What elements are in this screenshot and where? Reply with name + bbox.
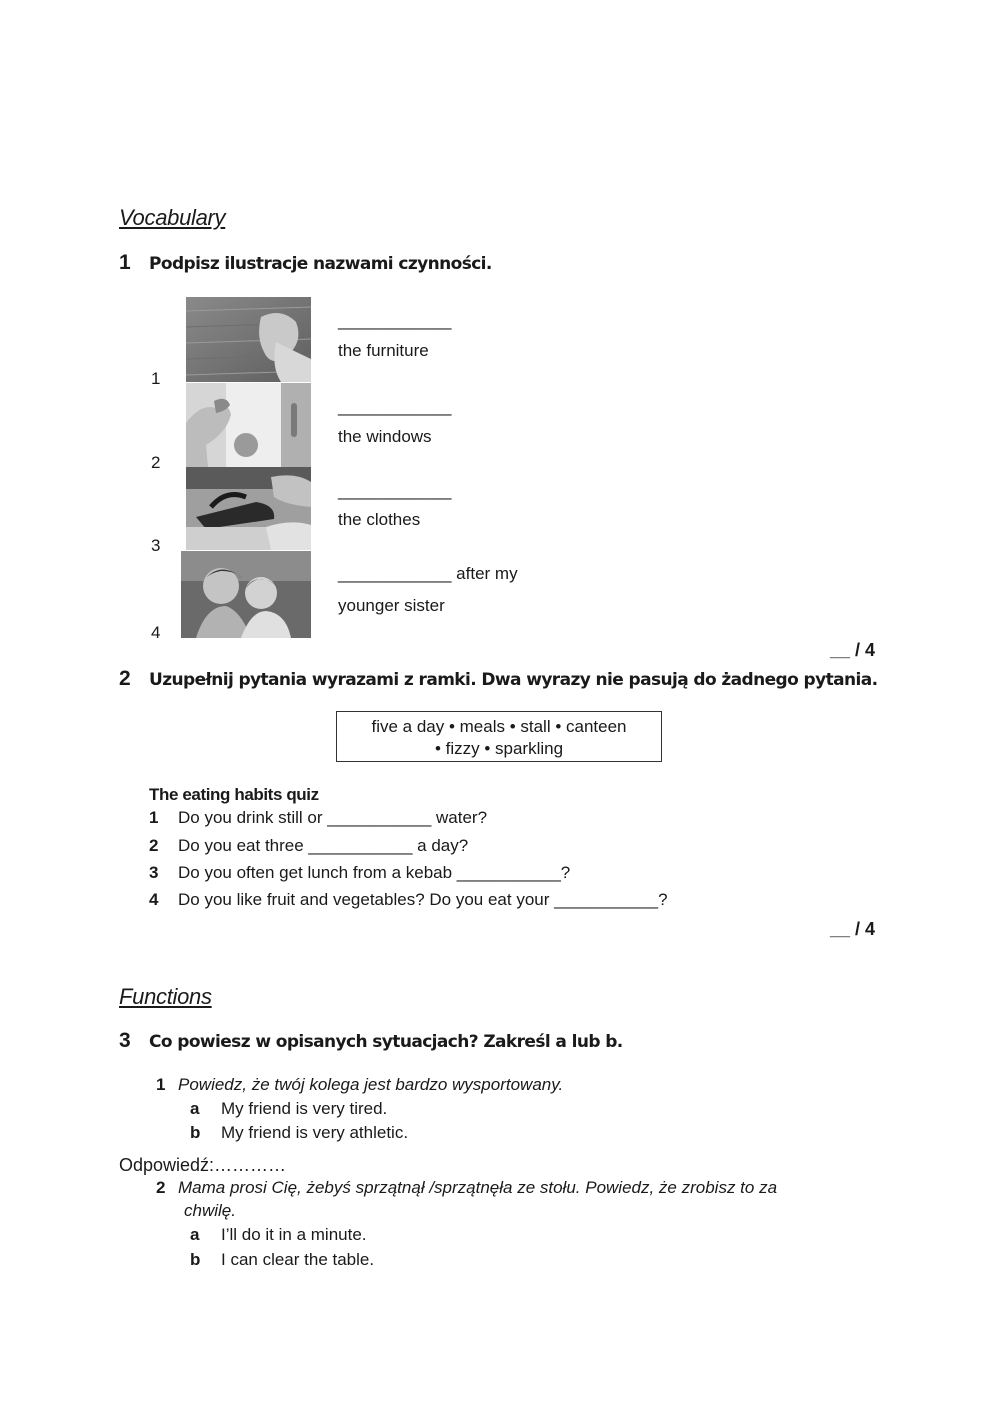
item-label: the furniture bbox=[338, 341, 429, 360]
word-box bbox=[336, 711, 662, 762]
section-title-functions: Functions bbox=[119, 984, 212, 1009]
answer-blank[interactable]: ____________ bbox=[338, 397, 452, 416]
answer-blank[interactable]: ____________ after my bbox=[338, 564, 518, 583]
quiz-title: The eating habits quiz bbox=[149, 785, 319, 804]
option-letter[interactable]: b bbox=[190, 1250, 201, 1269]
question-text: Do you often get lunch from a kebab ___________? bbox=[178, 863, 571, 882]
item-number: 1 bbox=[151, 369, 161, 388]
score-box: __ / 4 bbox=[830, 640, 876, 660]
section-title-vocabulary: Vocabulary bbox=[119, 205, 226, 230]
question-text: Do you eat three ___________ a day? bbox=[178, 836, 469, 855]
option-text[interactable]: My friend is very tired. bbox=[221, 1099, 388, 1118]
task-instruction: Co powiesz w opisanych sytuacjach? Zakreśl a lub b. bbox=[149, 1032, 623, 1052]
task-instruction: Uzupełnij pytania wyrazami z ramki. Dwa wyrazy nie pasują do żadnego pytania. bbox=[149, 670, 878, 690]
polishing-furniture-photo bbox=[186, 297, 311, 382]
item-label: the windows bbox=[338, 427, 432, 446]
situation-prompt: Mama prosi Cię, żebyś sprzątnął /sprzątnęła ze stołu. Powiedz, że zrobisz to za bbox=[178, 1178, 778, 1197]
question-number: 1 bbox=[149, 808, 159, 827]
item-label: the clothes bbox=[338, 510, 421, 529]
option-letter[interactable]: b bbox=[190, 1123, 201, 1142]
task-number: 1 bbox=[119, 251, 131, 274]
task-instruction: Podpisz ilustracje nazwami czynności. bbox=[149, 254, 492, 274]
item-number: 3 bbox=[151, 536, 161, 555]
question-text: Do you drink still or ___________ water? bbox=[178, 808, 488, 827]
looking-after-sister-photo bbox=[181, 551, 311, 638]
answer-field[interactable]: Odpowiedź:………… bbox=[119, 1155, 287, 1175]
task-number: 2 bbox=[119, 667, 131, 690]
word-box-line: • fizzy • sparkling bbox=[434, 739, 564, 758]
item-number: 2 bbox=[151, 453, 161, 472]
score-box: __ / 4 bbox=[830, 919, 876, 939]
option-letter[interactable]: a bbox=[190, 1099, 200, 1118]
situation-prompt-continued: chwilę. bbox=[184, 1201, 236, 1220]
item-label: younger sister bbox=[338, 596, 445, 615]
task-number: 3 bbox=[119, 1029, 131, 1052]
option-text[interactable]: I can clear the table. bbox=[221, 1250, 375, 1269]
answer-blank[interactable]: ____________ bbox=[338, 311, 452, 330]
situation-prompt: Powiedz, że twój kolega jest bardzo wysportowany. bbox=[178, 1075, 564, 1094]
ironing-clothes-photo bbox=[186, 467, 311, 550]
question-number: 3 bbox=[149, 863, 159, 882]
question-text: Do you like fruit and vegetables? Do you eat your ___________? bbox=[178, 890, 668, 909]
question-number: 2 bbox=[149, 836, 159, 855]
question-number: 4 bbox=[149, 890, 159, 909]
option-letter[interactable]: a bbox=[190, 1225, 200, 1244]
item-number: 1 bbox=[156, 1075, 166, 1094]
option-text[interactable]: I’ll do it in a minute. bbox=[221, 1225, 367, 1244]
word-box-line: five a day • meals • stall • canteen bbox=[371, 717, 627, 736]
option-text[interactable]: My friend is very athletic. bbox=[221, 1123, 409, 1142]
item-number: 4 bbox=[151, 623, 161, 642]
answer-blank[interactable]: ____________ bbox=[338, 481, 452, 500]
item-number: 2 bbox=[156, 1178, 166, 1197]
cleaning-windows-photo bbox=[186, 383, 311, 467]
